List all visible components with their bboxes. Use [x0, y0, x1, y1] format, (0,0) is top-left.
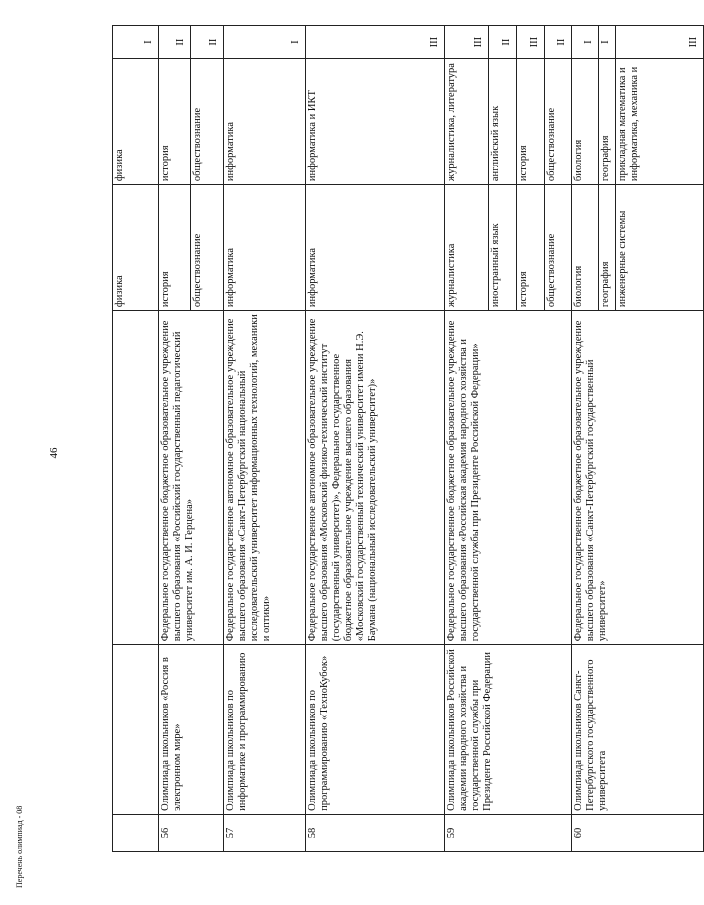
- cell-name: Олимпиада школьников «Россия в электронном мире»: [159, 645, 224, 815]
- cell-number: [113, 814, 159, 851]
- cell-organizer: Федеральное государственное автономное образовательное учреждение высшего образования «Санкт-Петербургский национальный исследовательский университет информационных технологий, механики и оптики»: [224, 311, 306, 645]
- table-row: [113, 26, 159, 852]
- cell-profile: физика: [113, 185, 159, 311]
- cell-level: III: [616, 26, 704, 59]
- cell-name: Олимпиада школьников Российской академии народного хозяйства и государственной службы при Президенте Российской Федерации: [445, 645, 572, 815]
- table-row: [159, 26, 191, 852]
- cell-subject: обществознание: [545, 59, 572, 185]
- cell-profile: инженерные системы: [616, 185, 704, 311]
- cell-subject: обществознание: [191, 59, 224, 185]
- cell-profile: иностранный язык: [489, 185, 517, 311]
- cell-profile: информатика: [224, 185, 306, 311]
- cell-name: Олимпиада школьников по программированию «ТехноКубок»: [306, 645, 445, 815]
- cell-number: 56: [159, 814, 224, 851]
- cell-level: II: [545, 26, 572, 59]
- cell-organizer: Федеральное государственное бюджетное образовательное учреждение высшего образования «Российская академия народного хозяйства и государственной службы при Президенте Российской Федерации»: [445, 311, 572, 645]
- table-row: [306, 26, 445, 852]
- cell-level: I: [113, 26, 159, 59]
- cell-name: Олимпиада школьников Санкт-Петербургского государственного университета: [572, 645, 704, 815]
- table-row: [445, 26, 489, 852]
- cell-subject: информатика: [224, 59, 306, 185]
- cell-organizer: Федеральное государственное бюджетное образовательное учреждение высшего образования «Российский государственный педагогический университет им. А. И. Герцена»: [159, 311, 224, 645]
- cell-name: Олимпиада школьников по информатике и программированию: [224, 645, 306, 815]
- cell-subject: история: [159, 59, 191, 185]
- cell-profile: информатика: [306, 185, 445, 311]
- cell-name: [113, 645, 159, 815]
- cell-level: III: [517, 26, 545, 59]
- cell-number: 58: [306, 814, 445, 851]
- footer-doc-label: Перечень олимпиад - 08: [15, 805, 24, 888]
- cell-level: I: [572, 26, 599, 59]
- cell-level: II: [489, 26, 517, 59]
- cell-profile: история: [517, 185, 545, 311]
- olympiad-table: [112, 25, 704, 852]
- cell-level: III: [445, 26, 489, 59]
- cell-profile: география: [599, 185, 616, 311]
- cell-profile: биология: [572, 185, 599, 311]
- cell-profile: обществознание: [545, 185, 572, 311]
- cell-subject: информатика и ИКТ: [306, 59, 445, 185]
- table-row: [224, 26, 306, 852]
- cell-level: II: [191, 26, 224, 59]
- cell-number: 59: [445, 814, 572, 851]
- cell-number: 60: [572, 814, 704, 851]
- cell-organizer: Федеральное государственное автономное образовательное учреждение высшего образования «Московский физико-технический институт (государственный университет)», Федеральное государственное бюджетное образовательное учреждение высшего образования «Московский государственный технический университет имени Н.Э. Баумана (национальный исследовательский университет)»: [306, 311, 445, 645]
- cell-subject: география: [599, 59, 616, 185]
- cell-subject: журналистика, литература: [445, 59, 489, 185]
- cell-profile: история: [159, 185, 191, 311]
- page-number: 46: [48, 447, 60, 459]
- cell-level: I: [224, 26, 306, 59]
- cell-profile: журналистика: [445, 185, 489, 311]
- cell-level: I: [599, 26, 616, 59]
- cell-subject: биология: [572, 59, 599, 185]
- cell-subject: прикладная математика и информатика, механика и: [616, 59, 704, 185]
- cell-organizer: [113, 311, 159, 645]
- cell-subject: физика: [113, 59, 159, 185]
- cell-level: III: [306, 26, 445, 59]
- cell-subject: английский язык: [489, 59, 517, 185]
- table-row: [572, 26, 599, 852]
- cell-level: II: [159, 26, 191, 59]
- cell-organizer: Федеральное государственное бюджетное образовательное учреждение высшего образования «Санкт-Петербургский государственный университет»: [572, 311, 704, 645]
- rotated-table-container: [112, 25, 699, 852]
- cell-number: 57: [224, 814, 306, 851]
- cell-profile: обществознание: [191, 185, 224, 311]
- cell-subject: история: [517, 59, 545, 185]
